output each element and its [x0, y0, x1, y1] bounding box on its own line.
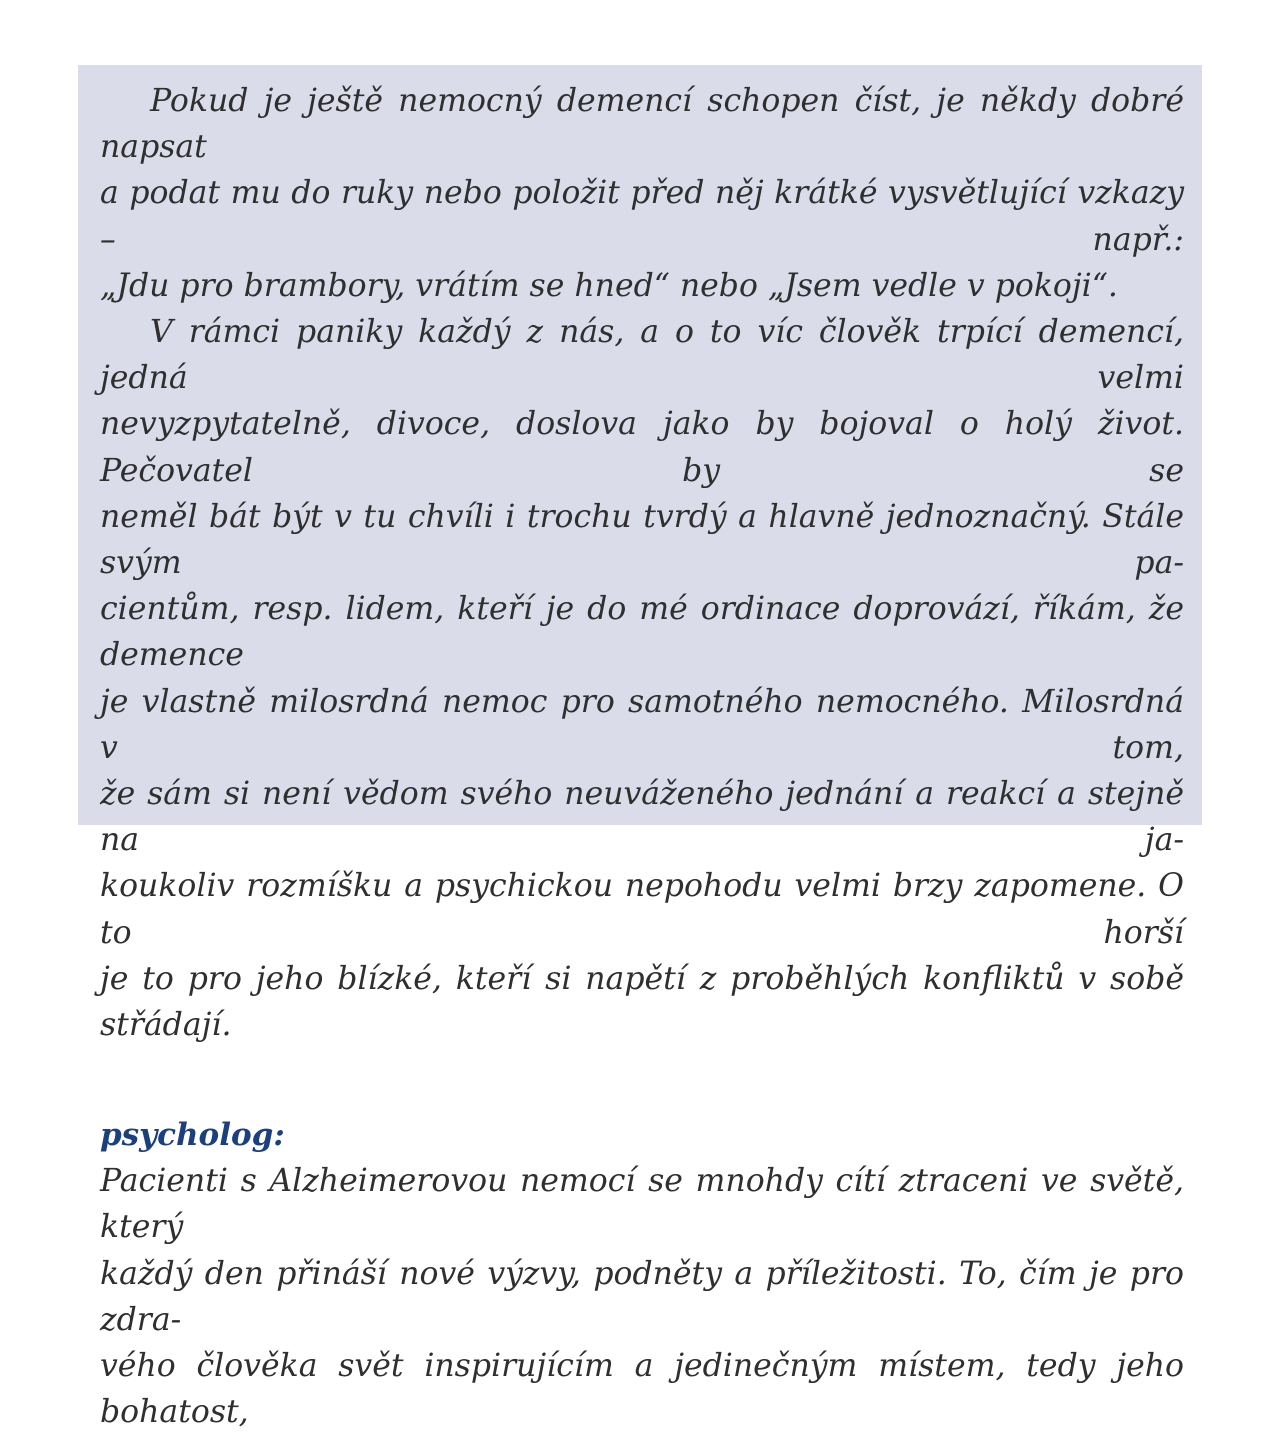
- document-text: [100, 78, 1184, 1435]
- text-line: V rámci paniky každý z nás, a o to víc člověk trpící demencí, jedná velmi: [100, 314, 1184, 397]
- text-line: nevyzpytatelně, divoce, doslova jako by bojoval o holý život. Pečovatel by se: [100, 406, 1184, 489]
- paragraph-gap: [100, 1048, 1184, 1094]
- text-line: neměl bát být v tu chvíli i trochu tvrdý a hlavně jednoznačný. Stále svým pa-: [100, 498, 1184, 582]
- section-heading: psycholog:: [100, 1117, 285, 1154]
- text-line: Pacienti s Alzheimerovou nemocí se mnohdy cítí ztraceni ve světě, který: [100, 1163, 1184, 1246]
- text-line: je vlastně milosrdná nemoc pro samotného nemocného. Milosrdná v tom,: [100, 683, 1184, 766]
- text-line: že sám si není vědom svého neuváženého jednání a reakcí a stejně na ja-: [100, 776, 1184, 859]
- text-line: „Jdu pro brambory, vrátím se hned“ nebo „Jsem vedle v pokoji“.: [100, 267, 1118, 304]
- text-line: koukoliv rozmíšku a psychickou nepohodu velmi brzy zapomene. O to horší: [100, 868, 1184, 951]
- paragraph-1: [100, 78, 1184, 309]
- text-line: vého člověka svět inspirujícím a jedinečným místem, tedy jeho bohatost,: [100, 1348, 1184, 1431]
- text-line: cientům, resp. lidem, kteří je do mé ordinace doprovází, říkám, že demence: [100, 591, 1184, 674]
- text-line: Pokud je ještě nemocný demencí schopen číst, je někdy dobré napsat: [100, 83, 1184, 166]
- text-line: každý den přináší nové výzvy, podněty a příležitosti. To, čím je pro zdra-: [100, 1255, 1184, 1338]
- paragraph-3: [100, 1158, 1184, 1435]
- text-line: a podat mu do ruky nebo položit před něj krátké vysvětlující vzkazy – např.:: [100, 175, 1184, 258]
- paragraph-2: [100, 309, 1184, 1048]
- text-line: je to pro jeho blízké, kteří si napětí z proběhlých konfliktů v sobě střádají.: [100, 960, 1184, 1044]
